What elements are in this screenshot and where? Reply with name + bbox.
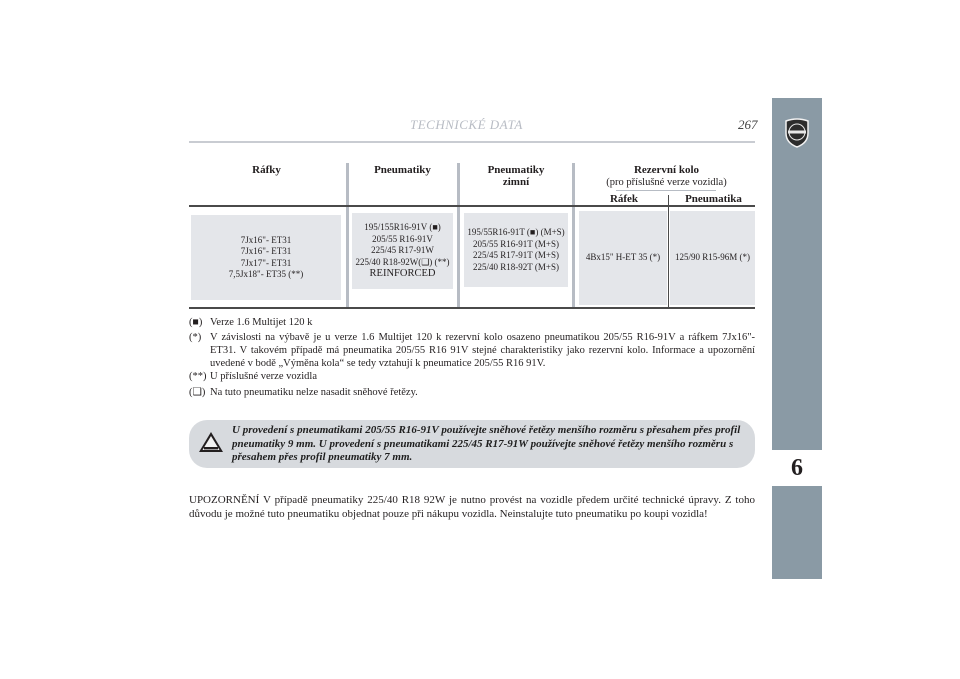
winter-tyres-cell xyxy=(464,213,568,287)
footnote-key: (■) xyxy=(189,317,203,328)
chapter-side-tab xyxy=(772,98,822,579)
footnote-key: (**) xyxy=(189,371,207,382)
running-header-title: TECHNICKÉ DATA xyxy=(410,117,523,132)
rim-value: 7Jx16"- ET31 xyxy=(240,234,292,245)
winter-tyre-value: 225/40 R18-92T (M+S) xyxy=(473,261,559,272)
header-spare-rim: Ráfek xyxy=(609,193,639,205)
column-separator xyxy=(457,163,460,308)
tyre-value: 225/45 R17-91W xyxy=(371,245,434,256)
tyre-value: 195/155R16-91V (■) xyxy=(364,222,441,233)
footnote-text: Na tuto pneumatiku nelze nasadit sněhové řetězy. xyxy=(210,387,418,398)
table-bottom-rule xyxy=(189,307,755,309)
chapter-number: 6 xyxy=(791,455,803,481)
header-spare-wheel: Rezervní kolo xyxy=(633,164,700,176)
winter-tyre-value: 205/55 R16-91T (M+S) xyxy=(473,238,559,249)
header-winter-tyres-1: Pneumatiky xyxy=(487,164,545,176)
header-spare-tyre: Pneumatika xyxy=(685,193,742,205)
rim-value: 7,5Jx18"- ET35 (**) xyxy=(228,269,304,279)
spare-tyre-cell xyxy=(670,211,755,305)
footnote-text: V závislosti na výbavě je u verze 1.6 Multijet 120 k rezervní kolo osazeno pneumatikou 205/55 R16-91V a ráfkem 7Jx16"- ET31. V takovém případě má pneumatika 205/55 R16 91V stejné charakteristiky jako rezervní kolo. Informace a upozornění uvedené v bodě „Výměna kola“ se tedy vztahují k pneumatice 205/55 R16 91V. xyxy=(210,332,755,369)
header-winter-tyres-2: zimní xyxy=(502,176,530,188)
column-separator xyxy=(346,163,349,308)
header-spare-sub: (pro příslušné verze vozidla) xyxy=(606,177,727,188)
footnote-key: (*) xyxy=(189,332,202,343)
tyres-cell xyxy=(352,213,453,289)
footnote-key: (❑) xyxy=(189,387,206,398)
header-divider xyxy=(189,141,755,143)
footnote-text: U příslušné verze vozidla xyxy=(210,371,318,382)
page-number: 267 xyxy=(738,117,758,132)
tyre-value: 205/55 R16-91V xyxy=(372,233,433,244)
spare-tyre-value: 125/90 R15-96M (*) xyxy=(675,252,750,263)
warning-triangle-icon xyxy=(198,431,224,453)
tyre-value: REINFORCED xyxy=(369,268,436,280)
tyre-value: 225/40 R18-92W(❑) (**) xyxy=(355,256,450,267)
rim-value: 7Jx17"- ET31 xyxy=(240,257,292,268)
table-header-rule xyxy=(189,205,755,207)
winter-tyre-value: 195/55R16-91T (■) (M+S) xyxy=(467,227,565,237)
winter-tyre-value: 225/45 R17-91T (M+S) xyxy=(473,250,559,260)
spare-rim-value: 4Bx15" H-ET 35 (*) xyxy=(585,252,661,263)
footnote-text: Verze 1.6 Multijet 120 k xyxy=(210,317,313,328)
rim-value: 7Jx16"- ET31 xyxy=(240,246,292,256)
spare-sub-underline xyxy=(616,190,716,191)
header-tyres: Pneumatiky xyxy=(374,164,431,176)
lancia-shield-icon xyxy=(783,118,811,148)
spare-rim-cell xyxy=(579,211,667,305)
spare-column-separator xyxy=(668,195,669,308)
warning-text: U provedení s pneumatikami 205/55 R16-91V používejte sněhové řetězy menšího rozměru s přesahem přes profil pneumatiky 9 mm. U provedení s pneumatikami 225/45 R17-91W používejte sněhové řetězy menšího rozměru s přesahem přes profil pneumatiky 7 mm. xyxy=(232,424,741,463)
column-separator xyxy=(572,163,575,308)
bottom-warning-note: UPOZORNĚNÍ V případě pneumatiky 225/40 R18 92W je nutno provést na vozidle předem určité technické úpravy. Z toho důvodu je možné tuto pneumatiku objednat pouze při nákupu vozidla. Neinstalujte tuto pneumatiku po koupi vozidla! xyxy=(189,494,755,520)
rims-cell xyxy=(191,215,341,300)
header-rims: Ráfky xyxy=(252,164,281,176)
